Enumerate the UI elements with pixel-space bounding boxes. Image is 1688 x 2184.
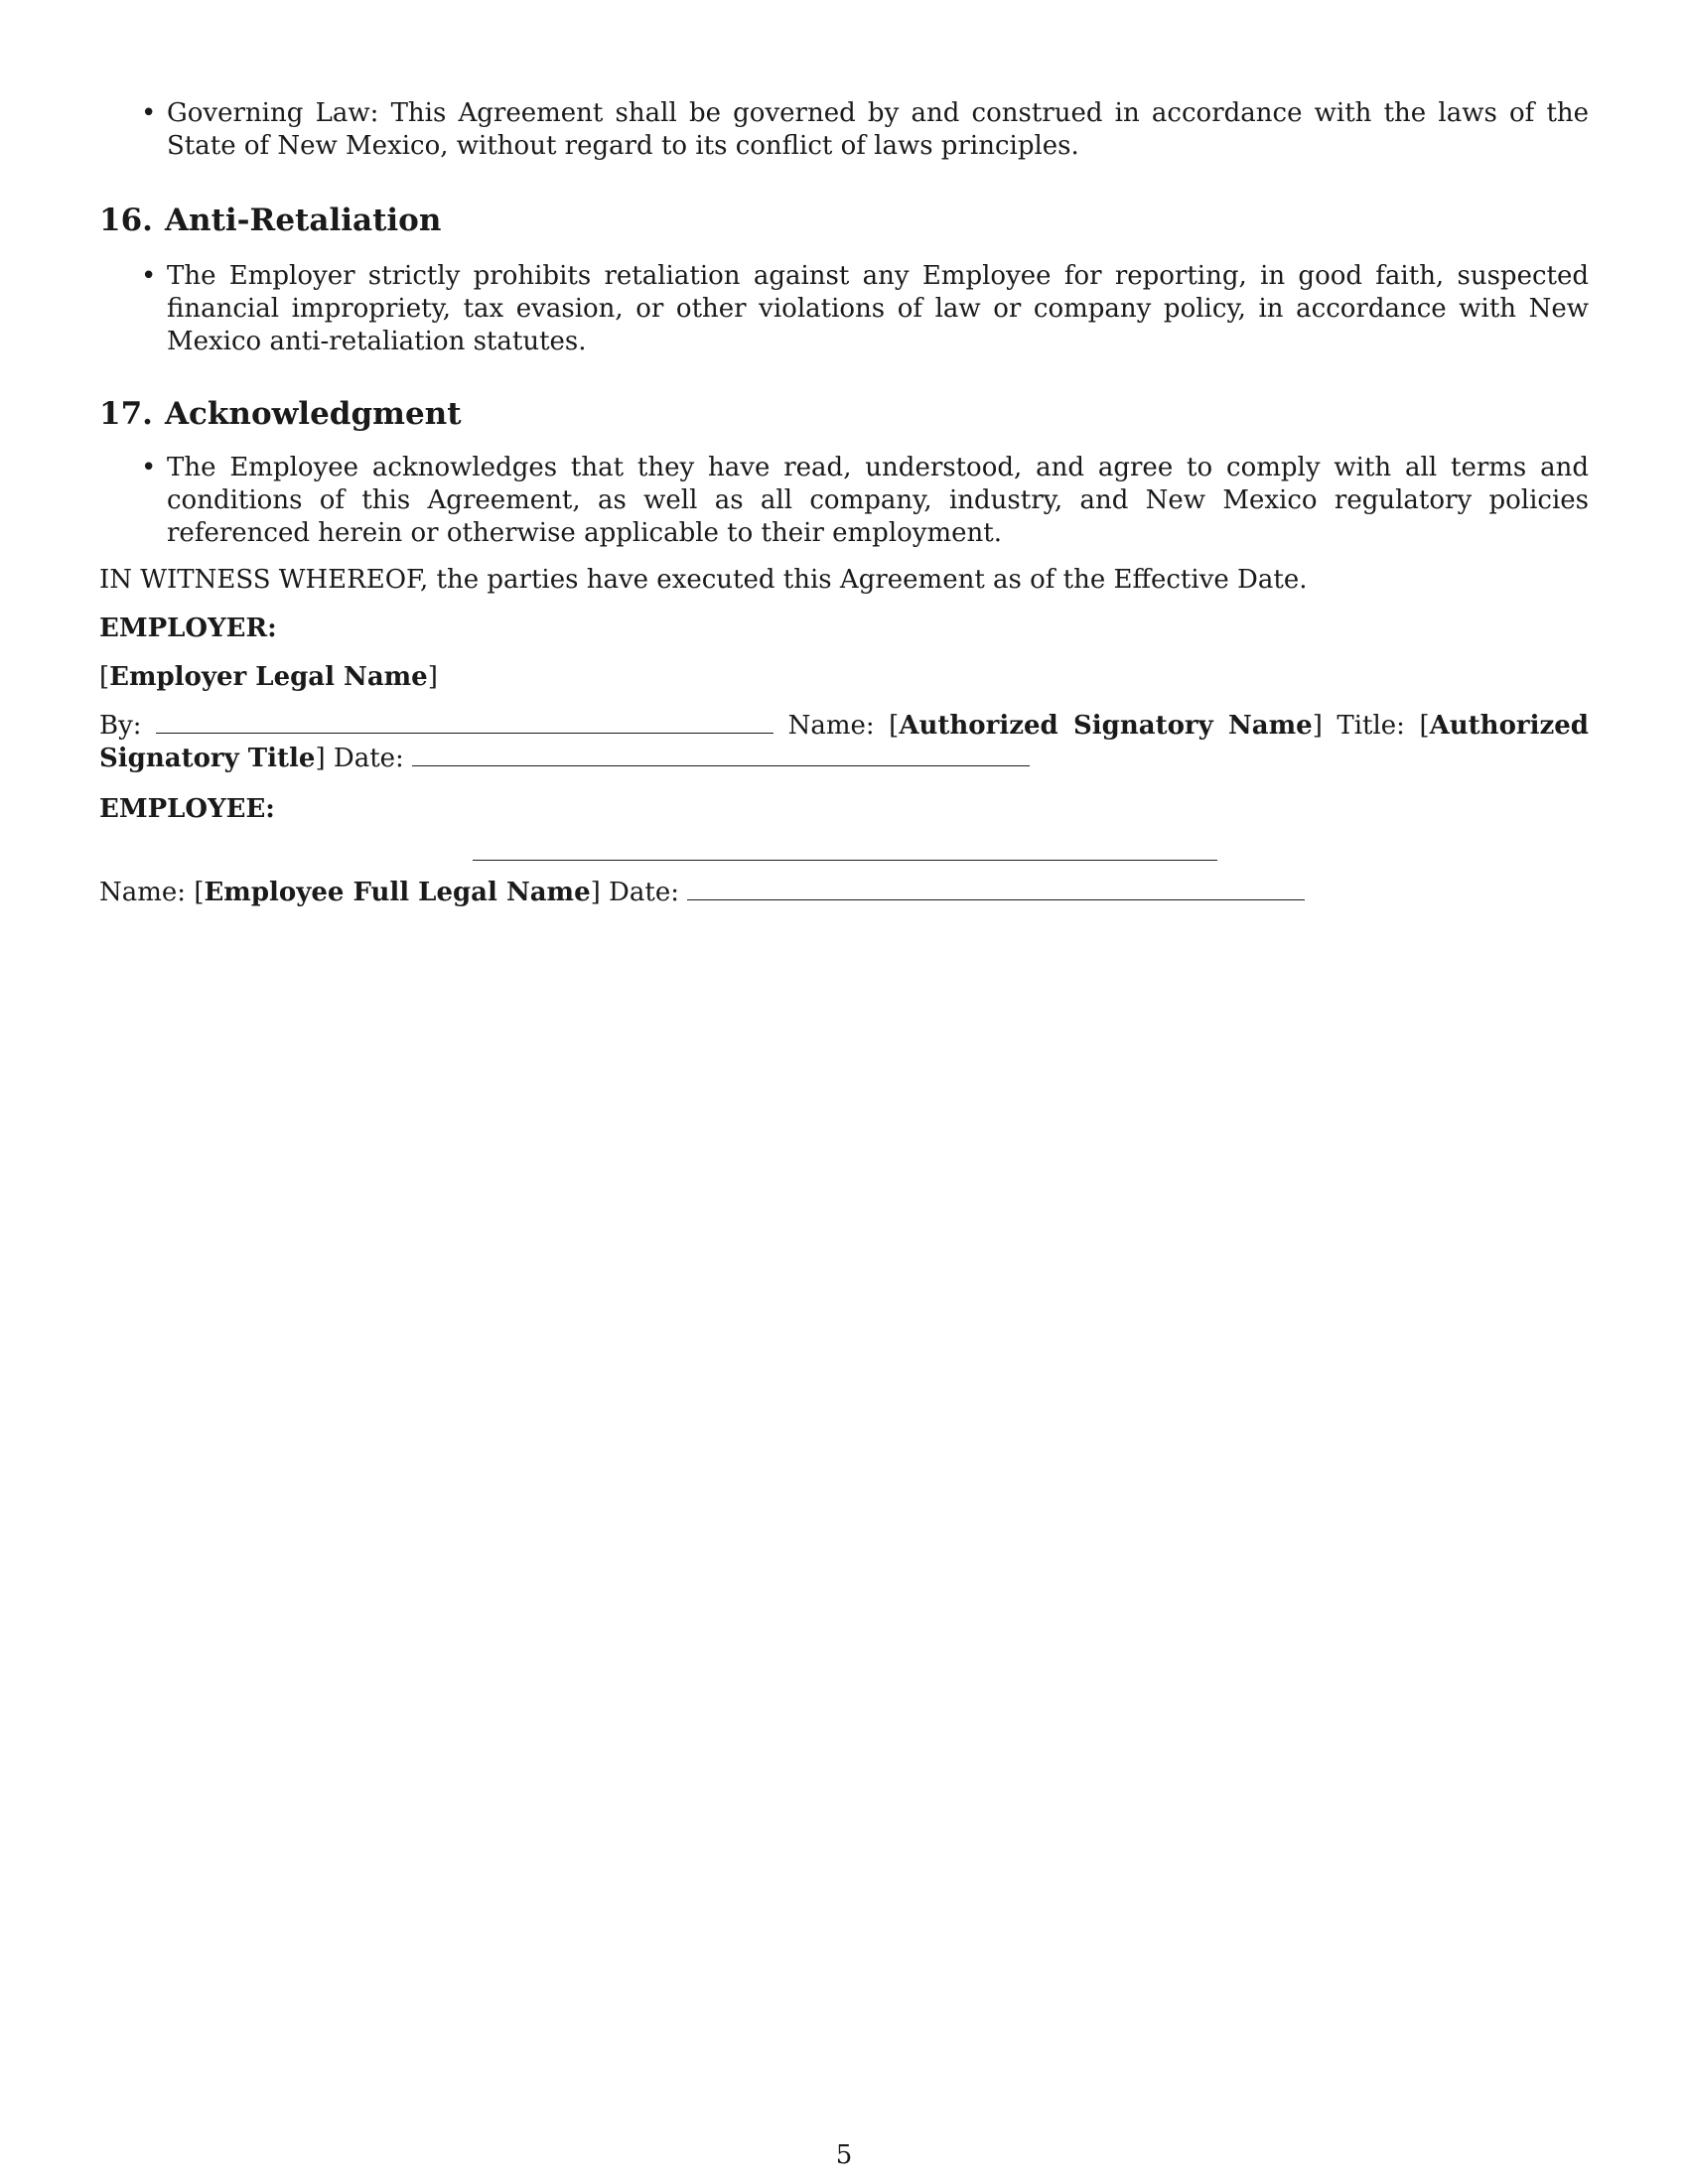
section-17-list: [99, 452, 1589, 550]
employer-signature-line[interactable]: [156, 711, 774, 734]
employee-date-label: Date:: [609, 878, 679, 907]
section-16-heading: [99, 201, 1589, 240]
section-17-title: Acknowledgment: [165, 396, 462, 432]
section-16-number: 16.: [99, 203, 153, 238]
governing-law-text: This Agreement shall be governed by and construed in accordance with the laws of the State of New Mexico, without regard to its conflict of laws principles.: [167, 98, 1590, 161]
employer-signature-block: By: Name: [Authorized Signatory Name] Title: [Authorized Signatory Title] Date:: [99, 711, 1589, 773]
employee-name-row: Name: [Employee Full Legal Name] Date:: [99, 877, 1589, 909]
employer-title-label: Title:: [1336, 711, 1405, 741]
employer-name-label: Name:: [787, 711, 875, 741]
section-17-number: 17.: [99, 396, 153, 432]
employee-date-line[interactable]: [687, 878, 1305, 900]
section-16-bullet: • The Employer strictly prohibits retaliation against any Employee for reporting, in good faith, suspected financial impropriety, tax evasion, or other violations of law or company policy, in accordance with New Mexico anti-retaliation statutes.: [99, 260, 1589, 358]
employer-legal-name-line: [Employer Legal Name]: [99, 662, 438, 692]
authorized-signatory-name: Authorized Signatory Name: [899, 711, 1313, 741]
section-17-heading: [99, 394, 1589, 434]
employer-date-label: Date:: [333, 744, 404, 773]
employee-name-label: Name:: [99, 878, 187, 907]
document-page: [99, 97, 1589, 909]
witness-statement: IN WITNESS WHEREOF, the parties have executed this Agreement as of the Effective Date.: [99, 565, 1308, 595]
governing-law-label: Governing Law:: [167, 98, 379, 128]
authorized-signatory-title: Authorized Signatory Title: [99, 711, 1589, 773]
section-17-bullet: • The Employee acknowledges that they have read, understood, and agree to comply with all terms and conditions of this Agreement, as well as all company, industry, and New Mexico regulatory policies referenced herein or otherwise applicable to their employment.: [99, 452, 1589, 550]
section-16-list: [99, 260, 1589, 358]
governing-law-list: [99, 97, 1589, 163]
by-label: By:: [99, 711, 142, 741]
employer-date-line[interactable]: [412, 744, 1030, 766]
governing-law-item: [99, 97, 1589, 163]
employer-legal-name: Employer Legal Name: [109, 662, 428, 692]
employee-label: EMPLOYEE:: [99, 794, 275, 824]
employee-signature-line[interactable]: [473, 836, 1217, 861]
employee-full-legal-name: Employee Full Legal Name: [204, 878, 591, 907]
employer-label: EMPLOYER:: [99, 614, 277, 643]
section-16-title: Anti-Retaliation: [165, 203, 442, 238]
page-number: 5: [835, 2140, 853, 2170]
